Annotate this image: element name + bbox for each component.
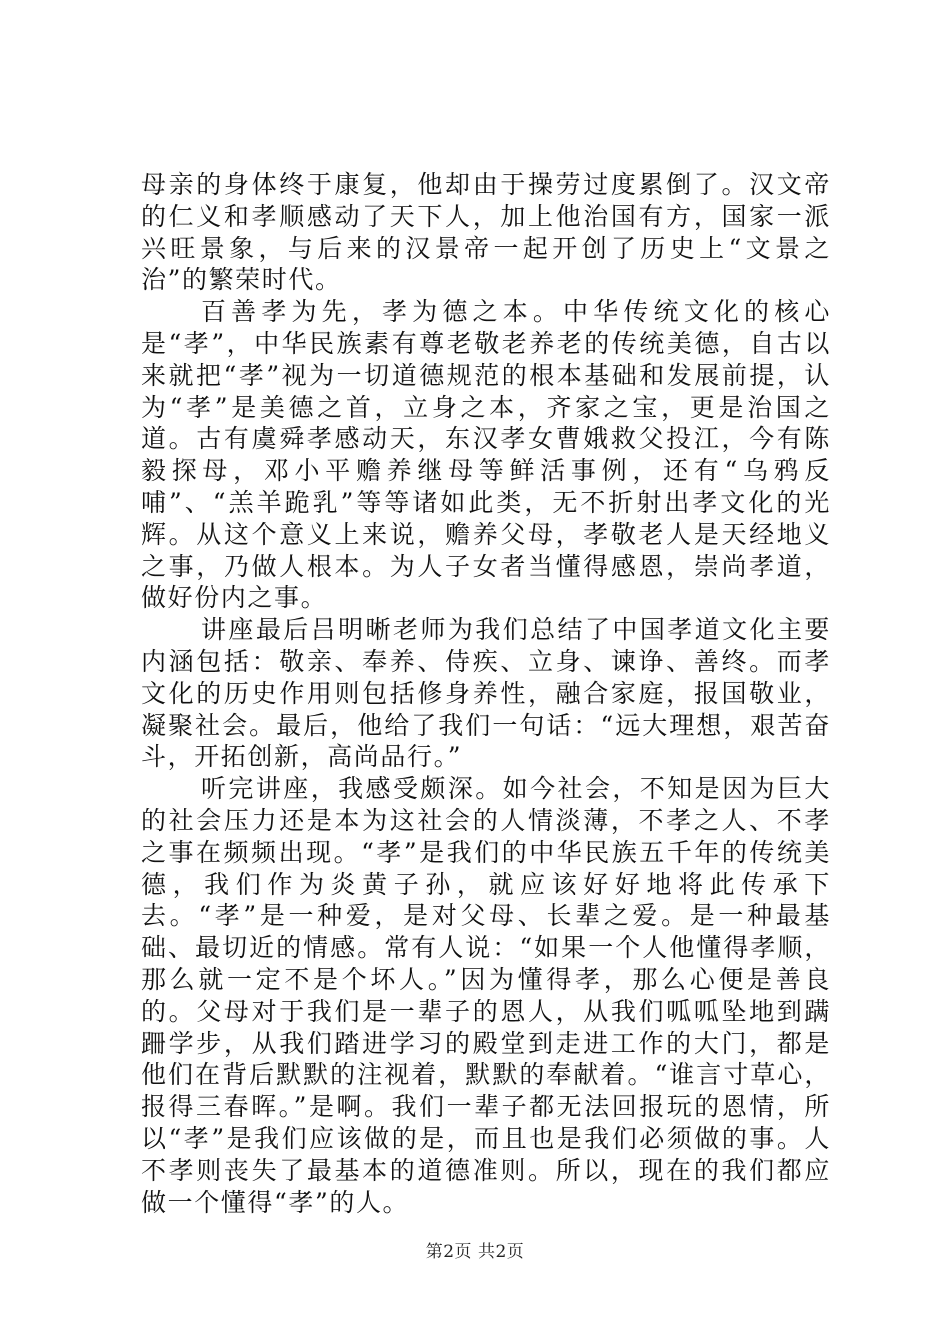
document-body [141, 169, 831, 1218]
page-footer [0, 1241, 950, 1263]
paragraph-2: 百善孝为先，孝为德之本。中华传统文化的核心是“孝”，中华民族素有尊老敬老养老的传统美德，自古以来就把“孝”视为一切道德规范的根本基础和发展前提，认为“孝”是美德之首，立身之本，齐家之宝，更是治国之道。古有虞舜孝感动天，东汉孝女曹娥救父投江，今有陈毅探母，邓小平赡养继母等鲜活事例，还有“乌鸦反哺”、“羔羊跪乳”等等诸如此类，无不折射出孝文化的光辉。从这个意义上来说，赡养父母，孝敬老人是天经地义之事，乃做人根本。为人子女者当懂得感恩，崇尚孝道，做好份内之事。 [141, 297, 831, 613]
paragraph-3: 讲座最后吕明晰老师为我们总结了中国孝道文化主要内涵包括：敬亲、奉养、侍疾、立身、谏诤、善终。而孝文化的历史作用则包括修身养性，融合家庭，报国敬业，凝聚社会。最后，他给了我们一句话：“远大理想，艰苦奋斗，开拓创新，高尚品行。” [141, 615, 831, 772]
paragraph-1: 母亲的身体终于康复，他却由于操劳过度累倒了。汉文帝的仁义和孝顺感动了天下人，加上他治国有方，国家一派兴旺景象，与后来的汉景帝一起开创了历史上“文景之治”的繁荣时代。 [141, 170, 831, 295]
paragraph-4: 听完讲座，我感受颇深。如今社会，不知是因为巨大的社会压力还是本为这社会的人情淡薄，不孝之人、不孝之事在频频出现。“孝”是我们的中华民族五千年的传统美德，我们作为炎黄子孙，就应该好好地将此传承下去。“孝”是一种爱，是对父母、长辈之爱。是一种最基础、最切近的情感。常有人说：“如果一个人他懂得孝顺，那么就一定不是个坏人。”因为懂得孝，那么心便是善良的。父母对于我们是一辈子的恩人，从我们呱呱坠地到蹒跚学步，从我们踏进学习的殿堂到走进工作的大门，都是他们在背后默默的注视着，默默的奉献着。“谁言寸草心，报得三春晖。”是啊。我们一辈子都无法回报玩的恩情，所以“孝”是我们应该做的是，而且也是我们必须做的事。人不孝则丧失了最基本的道德准则。所以，现在的我们都应做一个懂得“孝”的人。 [141, 774, 831, 1217]
page-number-label: 第2页 共2页 [425, 1242, 525, 1262]
